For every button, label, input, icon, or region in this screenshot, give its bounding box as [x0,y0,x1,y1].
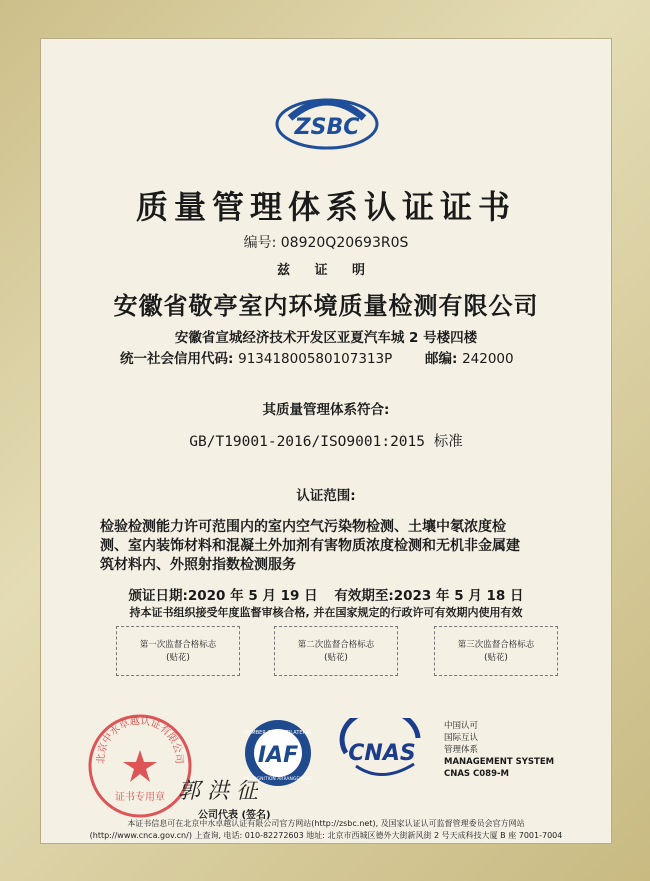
number-value: 08920Q20693R0S [280,235,409,251]
conform-text: 其质量管理体系符合: [262,402,390,418]
credit-code-row [120,347,514,367]
logo-text: ZSBC [294,115,360,140]
company-address: 安徽省宣城经济技术开发区亚夏汽车城 2 号楼四楼 [174,330,478,346]
issue-date-label: 颁证日期: [128,588,188,604]
holder-note: 持本证书组织接受年度监督审核合格, 并在国家规定的行政许可有效期内使用有效 [129,606,523,619]
number-label: 编号: [243,235,277,251]
representative-label: 公司代表 (签名) [198,810,271,821]
cnas-text: CNAS [348,741,416,766]
cnas-logo [336,718,428,788]
standard: GB/T19001-2016/ISO9001:2015 标准 [189,434,463,450]
footer-line: (http://www.cnca.gov.cn/) 上查询, 电话: 010-82272603 地址: 北京市西城区德外大街新风街 2 号天成科技大厦 B 座 7001-7004 [89,831,563,840]
zsbc-logo [272,90,382,160]
seal-star-icon [123,750,157,782]
supervision-box-1 [116,626,240,676]
credit-code-value: 91341800580107313P [238,351,393,367]
valid-until-label: 有效期至: [334,588,394,604]
footer-line: 本证书信息可在北京中水卓越认证有限公司官方网站(http://zsbc.net), 及国家认证认可监督管理委员会官方网站 [127,819,525,828]
footer [40,818,612,842]
issue-date-value: 2020 年 5 月 19 日 [187,588,318,604]
valid-until [334,588,523,604]
supervision-box-note: (贴花) [324,653,348,663]
ms-cn-line: 管理体系 [444,745,479,755]
valid-until-value: 2023 年 5 月 18 日 [393,588,524,604]
ms-cn-line: 中国认可 [444,721,479,731]
supervision-box-title: 第二次监督合格标志 [297,640,375,650]
supervision-box-title: 第三次监督合格标志 [457,640,535,650]
ms-en-line: MANAGEMENT SYSTEM [444,757,555,767]
iaf-bottom-text: RECOGNITION ARRANGEMENT [243,777,313,782]
iaf-text: IAF [257,743,299,768]
scope-label: 认证范围: [296,488,356,504]
supervision-box-2 [274,626,398,676]
company-name: 安徽省敬亭室内环境质量检测有限公司 [113,292,539,320]
supervision-box-note: (贴花) [166,653,190,663]
seal-bottom-text: 证书专用章 [115,792,165,803]
issue-date [128,588,317,604]
postcode-value: 242000 [462,351,514,367]
supervision-box-note: (贴花) [484,653,508,663]
certificate-title: 质量管理体系认证证书 [135,188,516,226]
management-system-label [444,720,554,780]
iaf-top-text: MEMBER OF MULTILATERAL [243,730,313,736]
postcode-label: 邮编: [424,351,458,367]
seal-text: 北京中水卓越认证有限公司 [95,715,185,764]
signature-text: 郭 洪 征 [178,779,258,804]
credit-code-label: 统一社会信用代码: [120,351,234,367]
supervision-box-3 [434,626,558,676]
scope-text: 检验检测能力许可范围内的室内空气污染物检测、土壤中氡浓度检测、室内装饰材料和混凝土外加剂有害物质浓度检测和无机非金属建筑材料内、外照射指数检测服务 [100,519,520,573]
ms-cn-line: 国际互认 [444,733,479,743]
iaf-logo [228,718,328,788]
supervision-box-title: 第一次监督合格标志 [139,640,217,650]
ms-en-line: CNAS C089-M [444,769,509,779]
certificate-number [40,232,612,252]
dates-row [40,584,612,604]
certify-heading: 兹 证 明 [276,263,376,278]
